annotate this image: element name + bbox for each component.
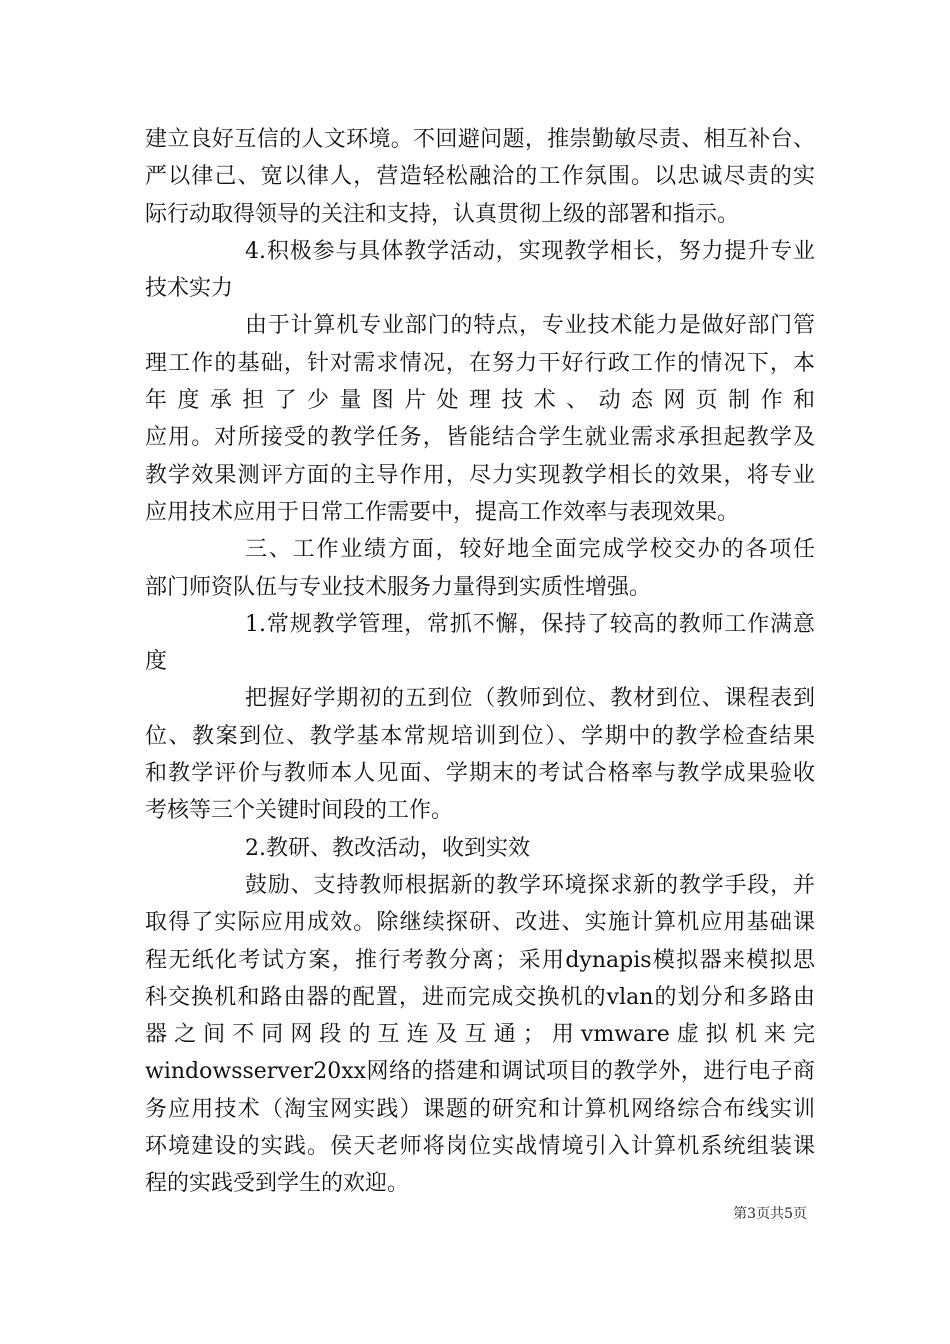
text-line: 科交换机和路由器的配置，进而完成交换机的vlan的划分和多路由 xyxy=(145,984,815,1010)
text-line: 4.积极参与具体教学活动，实现教学相长，努力提升专业 xyxy=(245,238,815,264)
text-line: 应用技术应用于日常工作需要中，提高工作效率与表现效果。 xyxy=(145,499,740,525)
document-body xyxy=(145,121,815,1203)
text-line: 取得了实际应用成效。除继续探研、改进、实施计算机应用基础课 xyxy=(145,910,815,936)
text-line: 际行动取得领导的关注和支持，认真贯彻上级的部署和指示。 xyxy=(145,201,740,227)
page-number: 第3页共5页 xyxy=(733,1206,807,1222)
text-line: 鼓励、支持教师根据新的教学环境探求新的教学手段，并 xyxy=(245,872,815,898)
text-line: 器 之 间 不 同 网 段 的 互 连 及 互 通 ； 用 vmware 虚 拟 机 来 完 xyxy=(145,1022,815,1048)
text-line: windowsserver20xx网络的搭建和调试项目的教学外，进行电子商 xyxy=(145,1059,815,1085)
text-line: 2.教研、教改活动，收到实效 xyxy=(245,835,530,861)
text-line: 把握好学期初的五到位（教师到位、教材到位、课程表到 xyxy=(245,686,815,712)
text-line: 教学效果测评方面的主导作用，尽力实现教学相长的效果，将专业 xyxy=(145,462,815,488)
text-line: 由于计算机专业部门的特点，专业技术能力是做好部门管 xyxy=(245,313,815,339)
text-line: 程无纸化考试方案，推行考教分离；采用dynapis模拟器来模拟思 xyxy=(145,947,815,973)
text-line: 建立良好互信的人文环境。不回避问题，推崇勤敏尽责、相互补台、 xyxy=(145,127,815,152)
text-line: 务应用技术（淘宝网实践）课题的研究和计算机网络综合布线实训 xyxy=(145,1096,815,1122)
text-line: 考核等三个关键时间段的工作。 xyxy=(145,798,454,824)
text-line: 技术实力 xyxy=(145,276,234,302)
text-line: 度 xyxy=(145,649,168,675)
text-line: 部门师资队伍与专业技术服务力量得到实质性增强。 xyxy=(145,574,652,600)
text-line: 程的实践受到学生的欢迎。 xyxy=(145,1171,410,1197)
text-line: 位、教案到位、教学基本常规培训到位）、学期中的教学检查结果 xyxy=(145,723,815,749)
text-line: 环境建设的实践。侯天老师将岗位实战情境引入计算机系统组装课 xyxy=(145,1134,815,1160)
text-line: 应用。对所接受的教学任务，皆能结合学生就业需求承担起教学及 xyxy=(145,425,815,451)
text-line: 和教学评价与教师本人见面、学期末的考试合格率与教学成果验收 xyxy=(145,761,815,787)
text-line: 三、工作业绩方面，较好地全面完成学校交办的各项任 xyxy=(245,537,815,563)
text-line: 理工作的基础，针对需求情况，在努力干好行政工作的情况下，本 xyxy=(145,350,815,376)
text-line: 严以律己、宽以律人，营造轻松融洽的工作氛围。以忠诚尽责的实 xyxy=(145,164,815,190)
text-line: 年度承担了少量图片处理技术、动态网页制作和 xyxy=(145,388,815,414)
text-line: 1.常规教学管理，常抓不懈，保持了较高的教师工作满意 xyxy=(245,611,815,637)
